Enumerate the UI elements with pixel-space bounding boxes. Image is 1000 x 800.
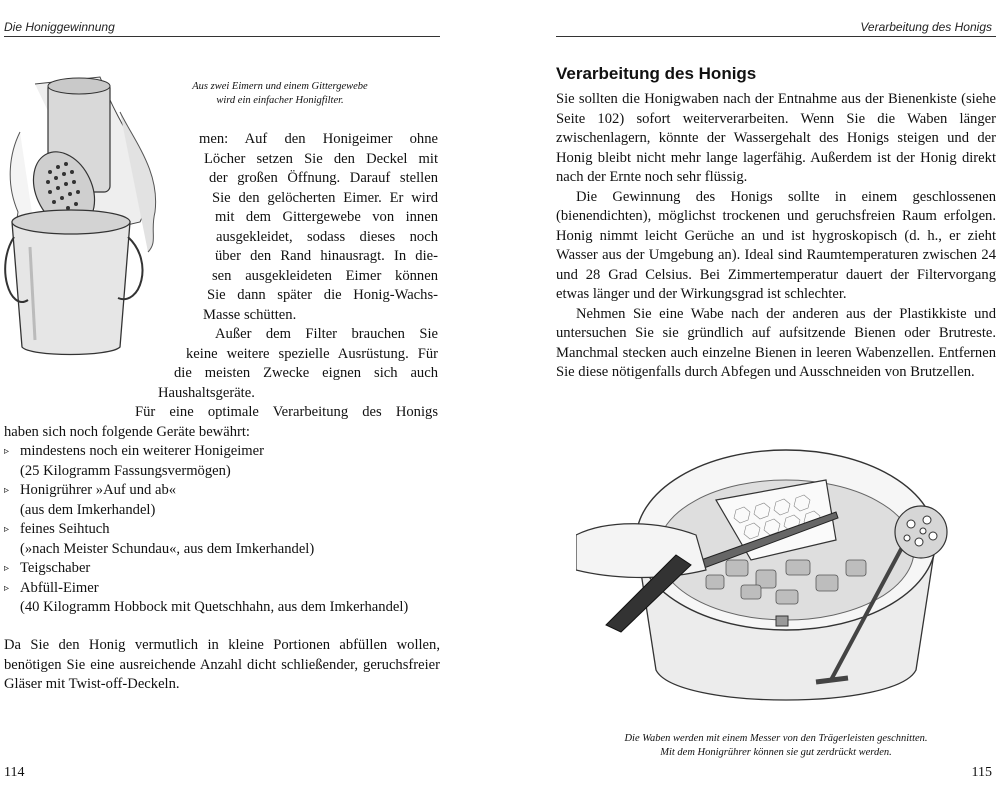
text-line: keine weitere spezielle Ausrüstung. Für — [186, 345, 438, 362]
left-header-rule — [4, 36, 440, 37]
left-page-number: 114 — [4, 765, 25, 780]
honeycomb-cutting-illustration — [576, 420, 996, 720]
list-item — [4, 559, 440, 579]
right-running-head: Verarbeitung des Honigs — [860, 20, 992, 34]
text-line: Sie dann später die Honig-Wachs- — [207, 287, 438, 303]
list-marker: ▹ — [4, 485, 10, 496]
list-marker: ▹ — [4, 582, 10, 594]
list-item-text: Honigrührer »Auf und ab« — [20, 482, 177, 498]
list-item-subtext: (25 Kilogramm Fassungsvermögen) — [20, 462, 231, 479]
paragraph: Sie sollten die Honigwaben nach der Entnahme aus der Bienenkiste (siehe Seite 102) sofort weiterverarbeiten. Wenn Sie die Waben länger zwischenlagern, könnte der Wassergehalt des Honigs steigen und der Honig bleibt nicht mehr lange lagerfähig. Außerdem ist der Honig direkt nach der Ernte noch sehr flüssig. — [556, 91, 996, 185]
list-item-text: Teigschaber — [20, 560, 91, 576]
list-marker: ▹ — [4, 563, 10, 574]
caption-line: wird ein einfacher Honigfilter. — [216, 95, 344, 106]
caption-line: Mit dem Honigrührer können sie gut zerdrückt werden. — [660, 747, 892, 758]
list-item — [4, 579, 440, 618]
list-item-subtext: (»nach Meister Schundau«, aus dem Imkerhandel) — [20, 540, 315, 557]
paragraph: Die Gewinnung des Honigs sollte in einem geschlossenen (bienendichten), möglichst trockenen und geruchsfreien Raum erfolgen. Honig nimmt leicht Gerüche an und ist hygroskopisch (d. h., er zieht Wasser aus der Umgebung an). Ideal sind Raumtemperaturen zwischen 24 und 28 Grad Celsius. Bei Zimmertemperatur dauert der Filtervorgang etwas länger und der Wirkungsgrad ist schlechter. — [556, 188, 996, 302]
right-page-number: 115 — [971, 765, 992, 780]
text-line: sen ausgekleideten Eimer können — [212, 267, 438, 284]
list-item-text: feines Seihtuch — [20, 521, 110, 537]
list-marker: ▹ — [4, 524, 10, 535]
right-figure-caption — [556, 732, 996, 760]
caption-line: Die Waben werden mit einem Messer von den Trägerleisten geschnitten. — [624, 733, 928, 744]
list-item-text: mindestens noch ein weiterer Honigeimer — [20, 443, 264, 459]
list-item — [4, 520, 440, 559]
text-line: der großen Öffnung. Darauf stellen — [209, 170, 438, 186]
list-marker: ▹ — [4, 446, 10, 457]
right-header-rule — [556, 36, 996, 37]
closing-paragraph: Da Sie den Honig vermutlich in kleine Portionen abfüllen wollen, benötigen Sie eine ausreichende Anzahl dicht schließender, geruchsfreier Gläser mit Twist-off-Deckeln. — [4, 637, 440, 692]
text-line: ausgekleidet, sodass dieses noch — [216, 228, 438, 245]
right-body-text — [556, 90, 996, 383]
list-item-subtext: (aus dem Imkerhandel) — [20, 501, 156, 518]
list-item — [4, 481, 440, 520]
right-page — [556, 0, 996, 800]
text-line: Löcher setzen Sie den Deckel mit — [204, 150, 438, 167]
text-line: Masse schütten. — [203, 306, 297, 323]
left-figure-caption — [170, 80, 390, 108]
text-line: mit dem Gittergewebe von innen — [215, 209, 438, 225]
text-line: Außer dem Filter brauchen Sie — [215, 326, 438, 342]
left-page — [0, 0, 440, 800]
left-wrapped-text — [0, 130, 438, 442]
text-line: die meisten Zwecke eignen sich auch — [174, 365, 438, 381]
text-line: Sie den gelöcherten Eimer. Er wird — [212, 189, 438, 206]
text-line: Für eine optimale Verarbeitung des Honigs — [135, 404, 438, 420]
text-line: haben sich noch folgende Geräte bewährt: — [4, 423, 250, 440]
text-line: Haushaltsgeräte. — [158, 384, 255, 401]
section-heading: Verarbeitung des Honigs — [556, 64, 757, 83]
list-item — [4, 442, 440, 481]
list-item-subtext: (40 Kilogramm Hobbock mit Quetschhahn, aus dem Imkerhandel) — [20, 599, 409, 615]
list-item-text: Abfüll-Eimer — [20, 579, 99, 596]
left-running-head: Die Honiggewinnung — [4, 20, 115, 34]
paragraph: Nehmen Sie eine Wabe nach der anderen aus der Plastikkiste und untersuchen Sie sie gründlich auf aufsitzende Bienen oder Brutreste. Manchmal stecken auch einzelne Bienen in leeren Wabenzellen. Entfernen Sie diese nötigenfalls durch Abfegen und Ausschneiden von Brutzellen. — [556, 305, 996, 380]
caption-line: Aus zwei Eimern und einem Gittergewebe — [192, 81, 368, 92]
text-line: über den Rand hinausragt. In die- — [215, 248, 438, 264]
equipment-list — [4, 442, 440, 618]
text-line: men: Auf den Honigeimer ohne — [199, 131, 438, 147]
